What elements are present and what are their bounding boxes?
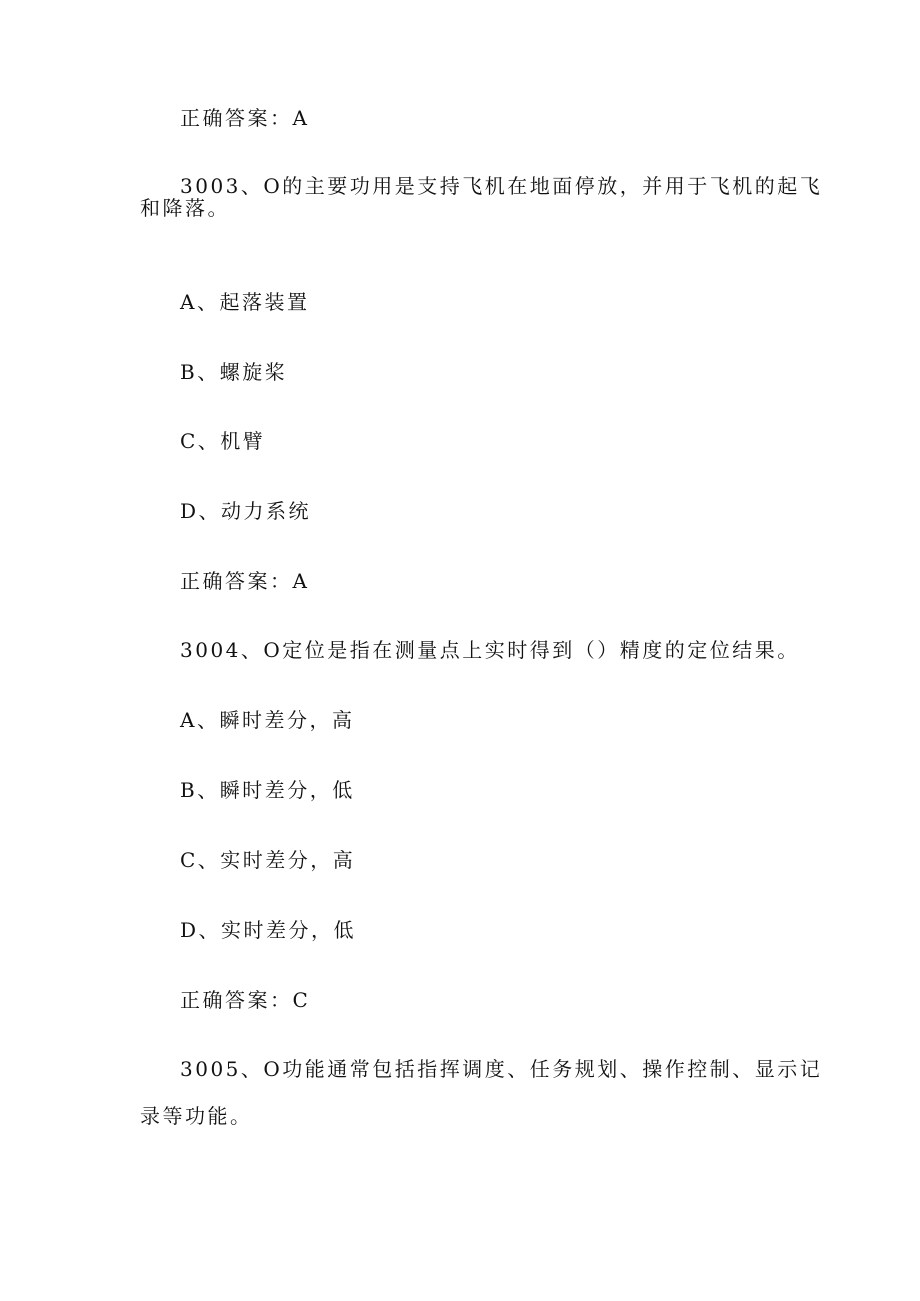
question-3004-line-1: 3004、O定位是指在测量点上实时得到（）精度的定位结果。 [180,638,800,662]
answer-line: 正确答案：C [180,988,311,1012]
question-3003-line-2: 和降落。 [140,196,230,220]
option-d: D、实时差分，低 [180,918,357,942]
answer-line: 正确答案：A [180,569,310,593]
option-a: A、瞬时差分，高 [180,708,355,732]
answer-line: 正确答案：A [180,106,310,130]
question-3003-line-1: 3003、O的主要功用是支持飞机在地面停放，并用于飞机的起飞 [180,174,823,198]
option-c: C、实时差分，高 [180,848,356,872]
question-3005-line-2: 录等功能。 [140,1104,253,1128]
option-a: A、起落装置 [180,290,310,314]
question-3005-line-1: 3005、O功能通常包括指挥调度、任务规划、操作控制、显示记 [180,1057,823,1081]
option-b: B、螺旋桨 [180,360,288,384]
option-c: C、机臂 [180,429,266,453]
option-d: D、动力系统 [180,499,312,523]
option-b: B、瞬时差分，低 [180,778,355,802]
